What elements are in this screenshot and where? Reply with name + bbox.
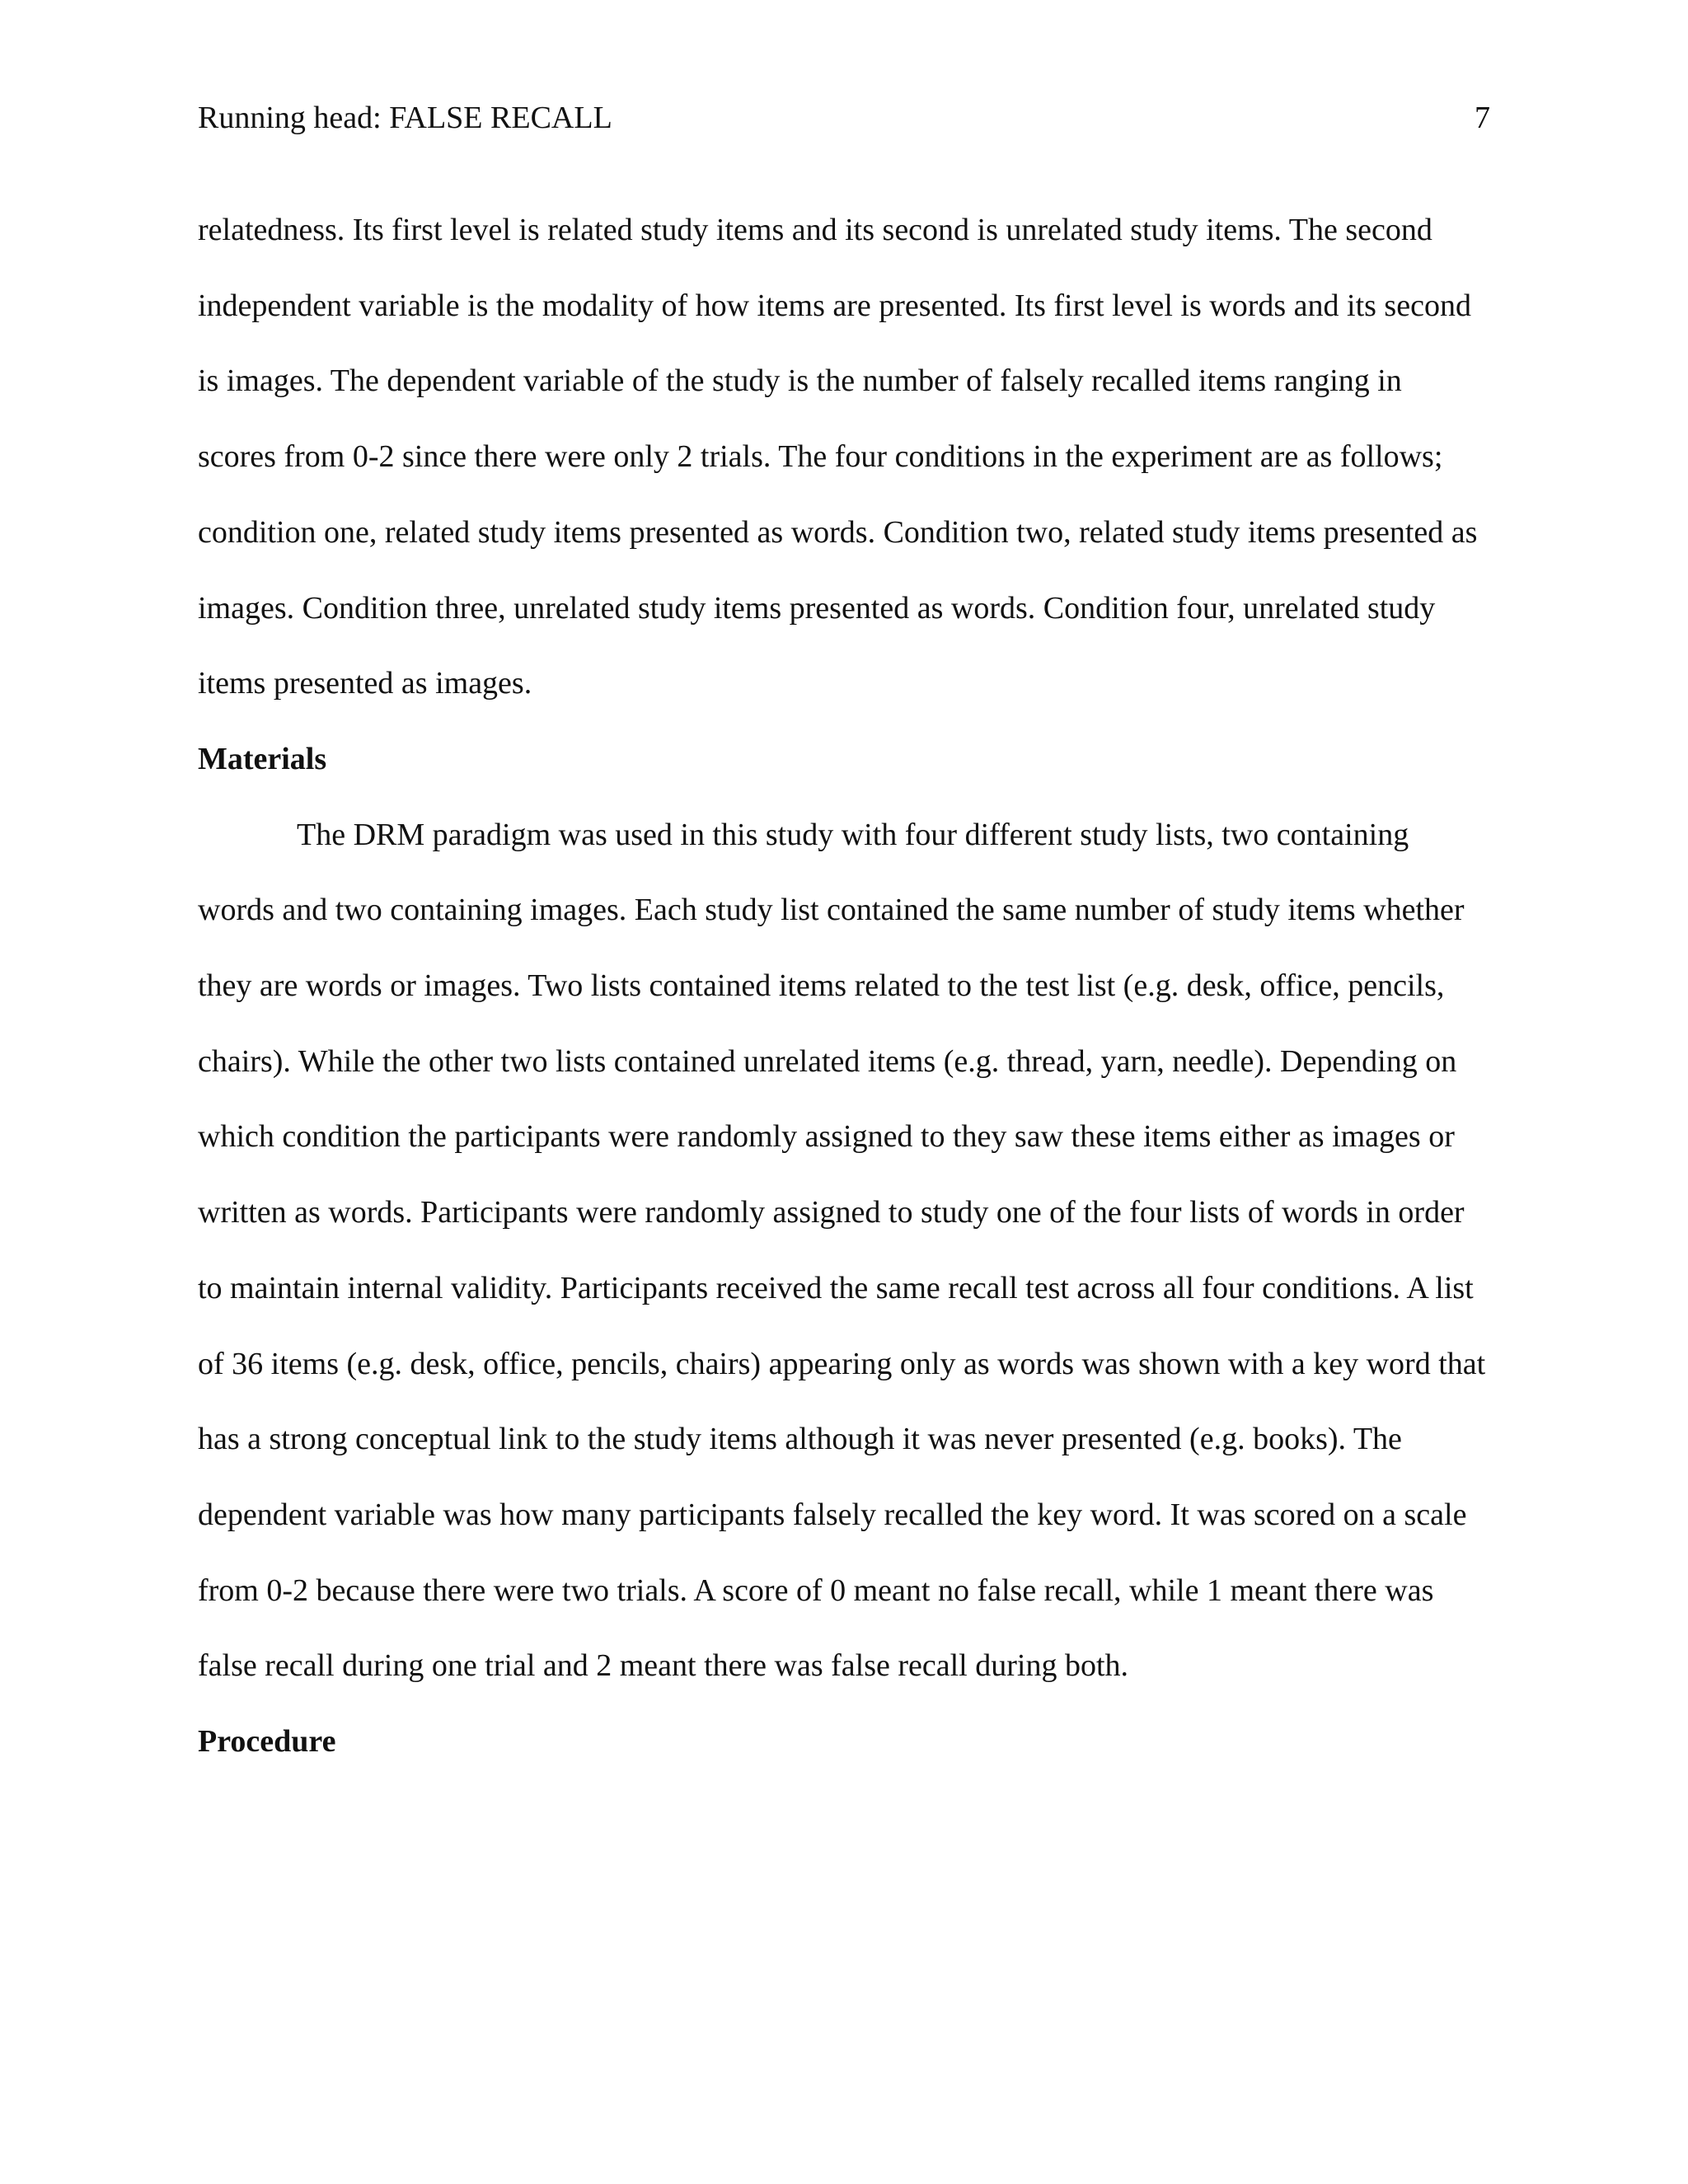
materials-paragraph: The DRM paradigm was used in this study with four different study lists, two containing words and two containing images. Each study list contained the same number of study items whether they are words or images. Two lists contained items related to the test list (e.g. desk, office, pencils, chairs). While the other two lists contained unrelated items (e.g. thread, yarn, needle). Depending on which condition the participants were randomly assigned to they saw these items either as images or written as words. Participants were randomly assigned to study one of the four lists of words in order to maintain internal validity. Participants received the same recall test across all four conditions. A list of 36 items (e.g. desk, office, pencils, chairs) appearing only as words was shown with a key word that has a strong conceptual link to the study items although it was never presented (e.g. books). The dependent variable was how many participants falsely recalled the key word. It was scored on a scale from 0-2 because there were two trials. A score of 0 meant no false recall, while 1 meant there was false recall during one trial and 2 meant there was false recall during both. bbox=[198, 817, 1486, 1684]
design-paragraph: relatedness. Its first level is related study items and its second is unrelated study items. The second independent variable is the modality of how items are presented. Its first level is words and its second is images. The dependent variable of the study is the number of falsely recalled items ranging in scores from 0-2 since there were only 2 trials. The four conditions in the experiment are as follows; condition one, related study items presented as words. Condition two, related study items presented as images. Condition three, unrelated study items presented as words. Condition four, unrelated study items presented as images. bbox=[198, 213, 1478, 701]
running-head: Running head: FALSE RECALL bbox=[198, 101, 612, 135]
body-content bbox=[198, 193, 1488, 1780]
page-header bbox=[198, 97, 1490, 138]
page-number: 7 bbox=[1475, 101, 1490, 135]
materials-heading: Materials bbox=[198, 741, 327, 776]
procedure-heading: Procedure bbox=[198, 1724, 336, 1760]
